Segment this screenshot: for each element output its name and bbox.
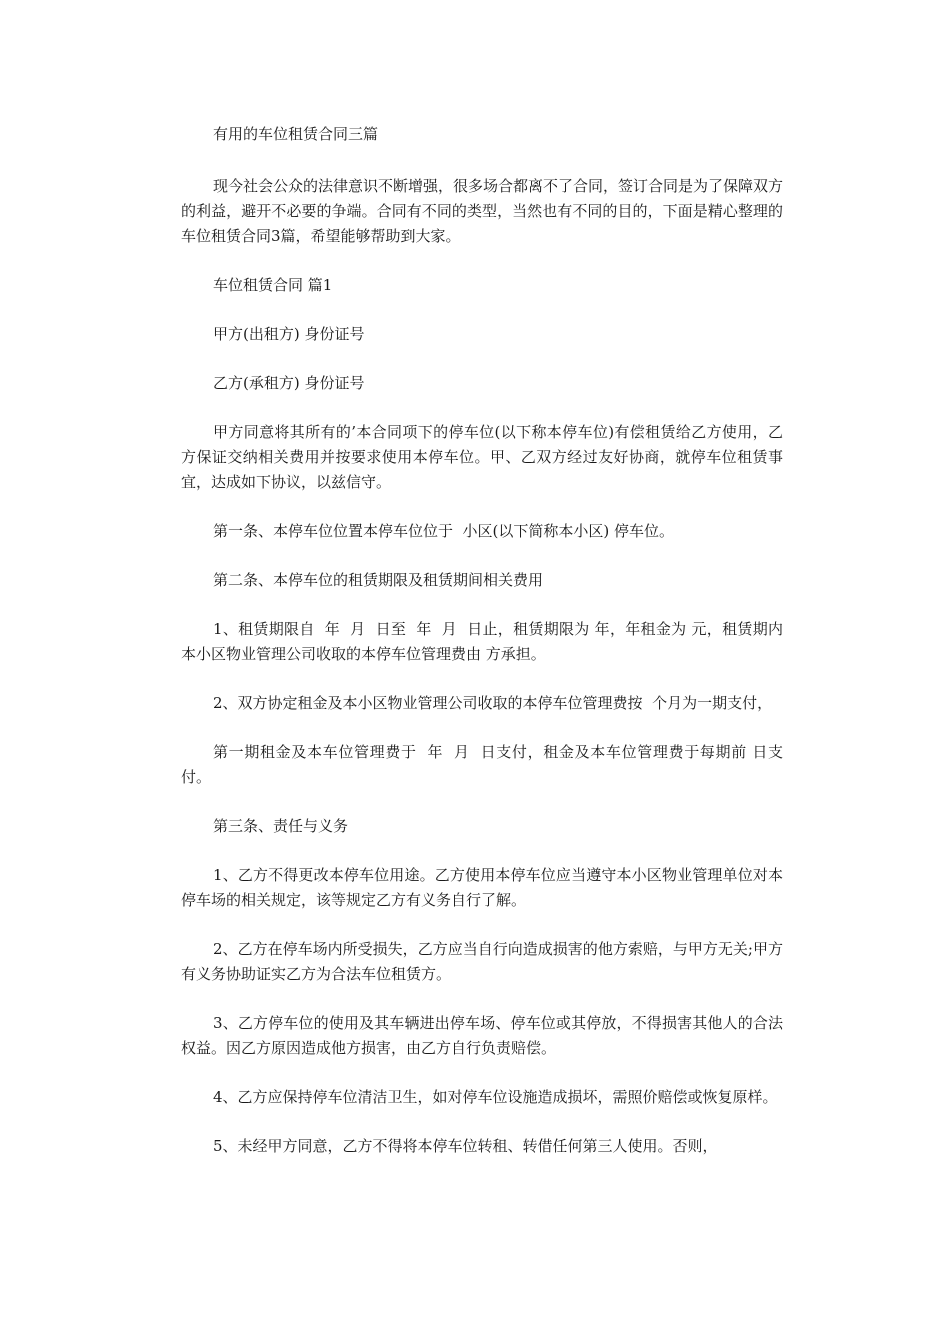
article-2: 第二条、本停车位的租赁期限及租赁期间相关费用: [213, 571, 544, 589]
article-3-item-2: 2、乙方在停车场内所受损失，乙方应当自行向造成损害的他方索赔，与甲方无关;甲方有义务协助证实乙方为合法车位租赁方。: [181, 940, 783, 983]
article-2-item-2: 2、双方协定租金及本小区物业管理公司收取的本停车位管理费按 个月为一期支付，: [213, 694, 773, 712]
article-3-item-3: 3、乙方停车位的使用及其车辆进出停车场、停车位或其停放，不得损害其他人的合法权益。因乙方原因造成他方损害，由乙方自行负责赔偿。: [181, 1014, 783, 1057]
section-heading: 车位租赁合同 篇1: [213, 276, 333, 294]
paragraph-agreement: 甲方同意将其所有的’本合同项下的停车位(以下称本停车位)有偿租赁给乙方使用，乙方保证交纳相关费用并按要求使用本停车位。甲、乙双方经过友好协商，就停车位租赁事宜，达成如下协议，以兹信守。: [181, 423, 783, 491]
paragraph-intro: 现今社会公众的法律意识不断增强，很多场合都离不了合同，签订合同是为了保障双方的利益，避开不必要的争端。合同有不同的类型，当然也有不同的目的，下面是精心整理的车位租赁合同3篇，希望能够帮助到大家。: [181, 177, 784, 245]
party-b-line: 乙方(承租方) 身份证号: [213, 374, 365, 392]
party-a-line: 甲方(出租方) 身份证号: [213, 325, 365, 343]
article-2-item-1: 1、租赁期限自 年 月 日至 年 月 日止，租赁期限为 年，年租金为 元，租赁期内本小区物业管理公司收取的本停车位管理费由 方承担。: [181, 620, 783, 663]
article-3-item-5: 5、未经甲方同意，乙方不得将本停车位转租、转借任何第三人使用。否则，: [213, 1137, 718, 1155]
document-title: 有用的车位租赁合同三篇: [213, 125, 379, 143]
article-3: 第三条、责任与义务: [213, 817, 349, 835]
article-3-item-4: 4、乙方应保持停车位清洁卫生，如对停车位设施造成损坏，需照价赔偿或恢复原样。: [213, 1088, 778, 1106]
article-1: 第一条、本停车位位置本停车位位于 小区(以下简称本小区) 停车位。: [213, 522, 675, 540]
article-3-item-1: 1、乙方不得更改本停车位用途。乙方使用本停车位应当遵守本小区物业管理单位对本停车场的相关规定，该等规定乙方有义务自行了解。: [181, 866, 783, 909]
document-body: [181, 122, 783, 1183]
article-2-payment: 第一期租金及本车位管理费于 年 月 日支付，租金及本车位管理费于每期前 日支付。: [181, 743, 783, 786]
